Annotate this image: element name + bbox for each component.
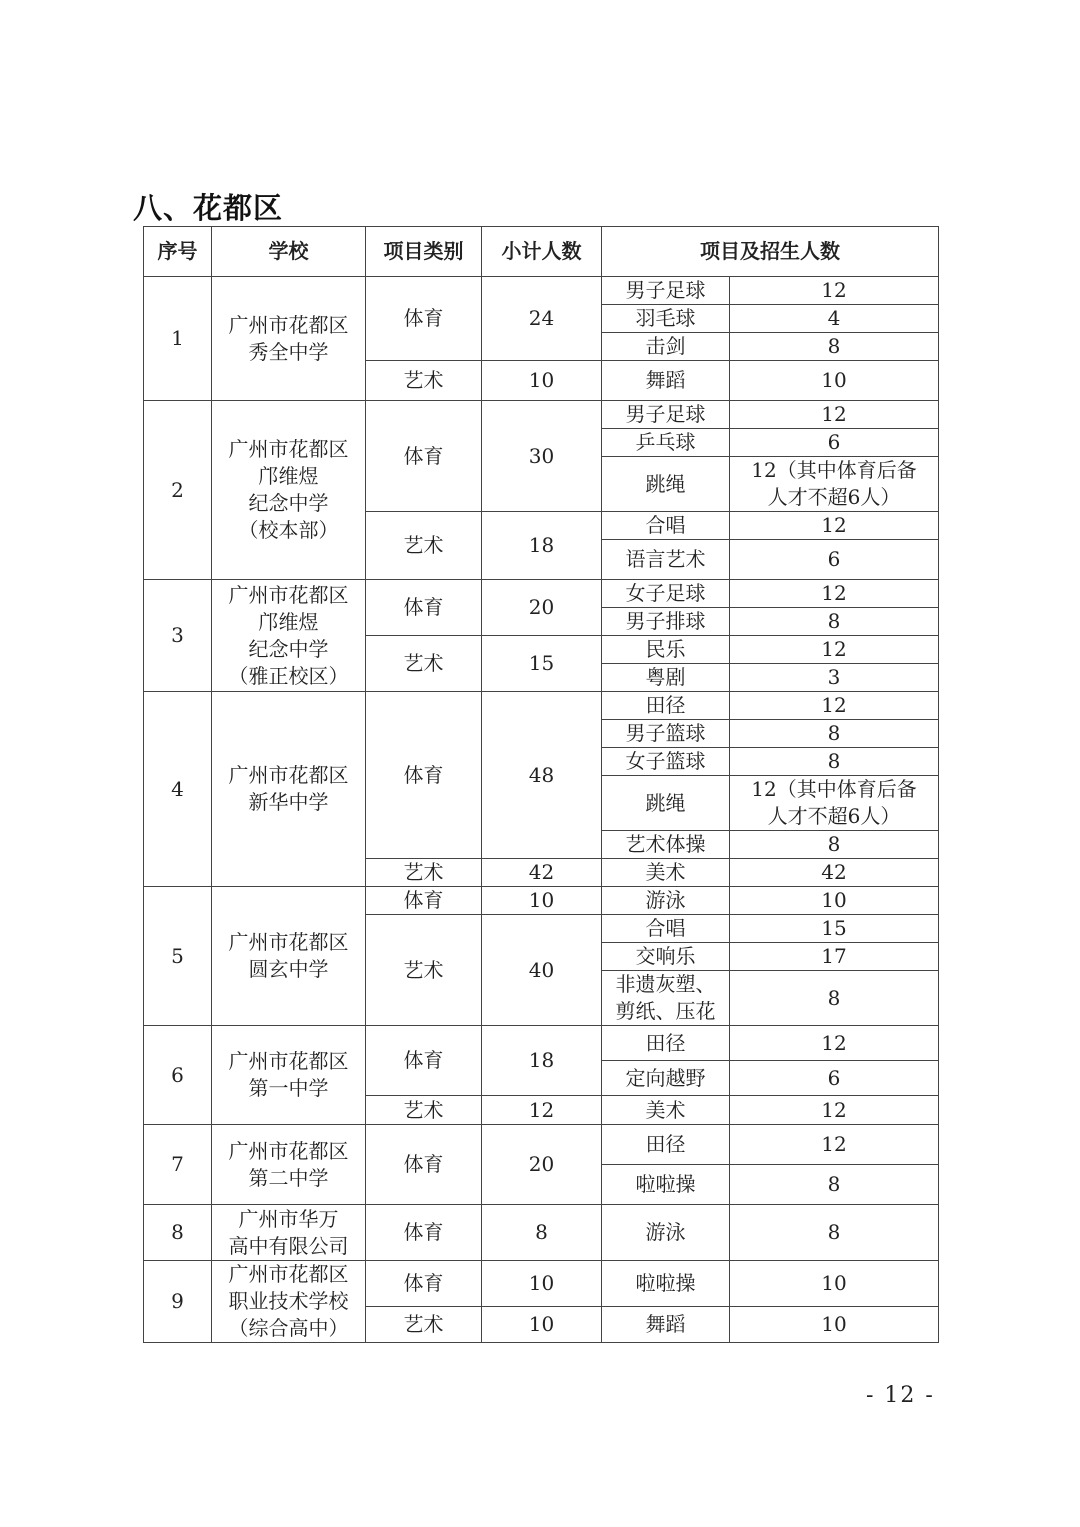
project-name-cell: 合唱 [602,915,730,943]
header-serial: 序号 [144,227,212,277]
project-name-cell: 啦啦操 [602,1165,730,1205]
project-count-cell: 12 [730,1026,939,1061]
project-count-cell: 8 [730,333,939,361]
table-row [144,277,939,305]
project-name-cell: 跳绳 [602,457,730,512]
school-serial: 9 [144,1261,212,1343]
project-count-cell: 10 [730,887,939,915]
project-count-cell: 6 [730,1061,939,1096]
category-cell: 体育 [366,887,482,915]
subtotal-cell: 30 [482,401,602,512]
subtotal-cell: 8 [482,1205,602,1261]
category-cell: 体育 [366,1125,482,1205]
category-cell: 体育 [366,1205,482,1261]
school-name: 广州市花都区 邝维煜 纪念中学 （校本部） [212,401,366,580]
project-name-cell: 田径 [602,1125,730,1165]
project-count-cell: 12 [730,512,939,540]
school-name: 广州市花都区 第二中学 [212,1125,366,1205]
subtotal-cell: 40 [482,915,602,1026]
project-count-cell: 12 [730,580,939,608]
subtotal-cell: 10 [482,1261,602,1307]
project-name-cell: 啦啦操 [602,1261,730,1307]
school-name: 广州市花都区 职业技术学校 （综合高中） [212,1261,366,1343]
category-cell: 艺术 [366,859,482,887]
project-name-cell: 美术 [602,859,730,887]
table-row [144,887,939,915]
table-row [144,1125,939,1165]
project-count-cell: 6 [730,540,939,580]
project-name-cell: 民乐 [602,636,730,664]
header-projects: 项目及招生人数 [602,227,939,277]
project-name-cell: 粤剧 [602,664,730,692]
table-row [144,401,939,429]
enrollment-table [143,226,939,1343]
project-count-cell: 12 [730,692,939,720]
subtotal-cell: 20 [482,580,602,636]
project-count-cell: 12 [730,401,939,429]
school-name: 广州市花都区 秀全中学 [212,277,366,401]
category-cell: 体育 [366,1261,482,1307]
school-serial: 5 [144,887,212,1026]
table-row [144,1261,939,1307]
project-name-cell: 游泳 [602,1205,730,1261]
project-name-cell: 跳绳 [602,776,730,831]
project-name-cell: 田径 [602,1026,730,1061]
subtotal-cell: 10 [482,1306,602,1342]
category-cell: 艺术 [366,361,482,401]
category-cell: 体育 [366,277,482,361]
subtotal-cell: 18 [482,1026,602,1096]
school-serial: 6 [144,1026,212,1125]
project-name-cell: 游泳 [602,887,730,915]
category-cell: 体育 [366,401,482,512]
subtotal-cell: 24 [482,277,602,361]
school-name: 广州市花都区 邝维煜 纪念中学 （雅正校区） [212,580,366,692]
header-subtotal: 小计人数 [482,227,602,277]
school-name: 广州市花都区 新华中学 [212,692,366,887]
project-count-cell: 8 [730,1205,939,1261]
subtotal-cell: 10 [482,887,602,915]
project-name-cell: 女子篮球 [602,748,730,776]
project-count-cell: 12 [730,277,939,305]
project-count-cell: 42 [730,859,939,887]
project-count-cell: 10 [730,1306,939,1342]
project-name-cell: 美术 [602,1096,730,1125]
project-name-cell: 羽毛球 [602,305,730,333]
subtotal-cell: 42 [482,859,602,887]
project-count-cell: 8 [730,748,939,776]
project-name-cell: 语言艺术 [602,540,730,580]
school-serial: 1 [144,277,212,401]
project-name-cell: 非遗灰塑、 剪纸、压花 [602,971,730,1026]
project-count-cell: 8 [730,1165,939,1205]
project-name-cell: 男子足球 [602,277,730,305]
category-cell: 体育 [366,1026,482,1096]
table-header-row [144,227,939,277]
project-count-cell: 10 [730,361,939,401]
header-category: 项目类别 [366,227,482,277]
project-name-cell: 交响乐 [602,943,730,971]
project-count-cell: 3 [730,664,939,692]
category-cell: 艺术 [366,1096,482,1125]
project-count-cell: 12（其中体育后备 人才不超6人） [730,776,939,831]
table-row [144,580,939,608]
category-cell: 体育 [366,692,482,859]
project-count-cell: 8 [730,971,939,1026]
school-serial: 8 [144,1205,212,1261]
header-school: 学校 [212,227,366,277]
project-name-cell: 舞蹈 [602,361,730,401]
project-name-cell: 舞蹈 [602,1306,730,1342]
project-name-cell: 田径 [602,692,730,720]
project-count-cell: 12 [730,636,939,664]
school-serial: 4 [144,692,212,887]
project-name-cell: 女子足球 [602,580,730,608]
project-count-cell: 12 [730,1125,939,1165]
project-name-cell: 男子足球 [602,401,730,429]
school-serial: 2 [144,401,212,580]
project-name-cell: 男子篮球 [602,720,730,748]
project-count-cell: 8 [730,720,939,748]
project-name-cell: 艺术体操 [602,831,730,859]
category-cell: 艺术 [366,636,482,692]
category-cell: 艺术 [366,915,482,1026]
category-cell: 艺术 [366,1306,482,1342]
project-count-cell: 4 [730,305,939,333]
subtotal-cell: 10 [482,361,602,401]
subtotal-cell: 18 [482,512,602,580]
section-heading: 八、花都区 [133,191,284,225]
project-name-cell: 合唱 [602,512,730,540]
school-name: 广州市花都区 第一中学 [212,1026,366,1125]
project-count-cell: 10 [730,1261,939,1307]
category-cell: 艺术 [366,512,482,580]
table-row [144,1205,939,1261]
subtotal-cell: 12 [482,1096,602,1125]
subtotal-cell: 15 [482,636,602,692]
project-count-cell: 8 [730,608,939,636]
subtotal-cell: 48 [482,692,602,859]
subtotal-cell: 20 [482,1125,602,1205]
category-cell: 体育 [366,580,482,636]
table-body [144,277,939,1343]
table-row [144,692,939,720]
project-count-cell: 12 [730,1096,939,1125]
project-name-cell: 男子排球 [602,608,730,636]
project-count-cell: 8 [730,831,939,859]
school-serial: 7 [144,1125,212,1205]
project-count-cell: 15 [730,915,939,943]
table-row [144,1026,939,1061]
project-count-cell: 12（其中体育后备 人才不超6人） [730,457,939,512]
school-name: 广州市华万 高中有限公司 [212,1205,366,1261]
school-name: 广州市花都区 圆玄中学 [212,887,366,1026]
project-count-cell: 17 [730,943,939,971]
project-name-cell: 击剑 [602,333,730,361]
project-count-cell: 6 [730,429,939,457]
school-serial: 3 [144,580,212,692]
project-name-cell: 定向越野 [602,1061,730,1096]
page-number: - 12 - [866,1383,935,1408]
project-name-cell: 乒乓球 [602,429,730,457]
